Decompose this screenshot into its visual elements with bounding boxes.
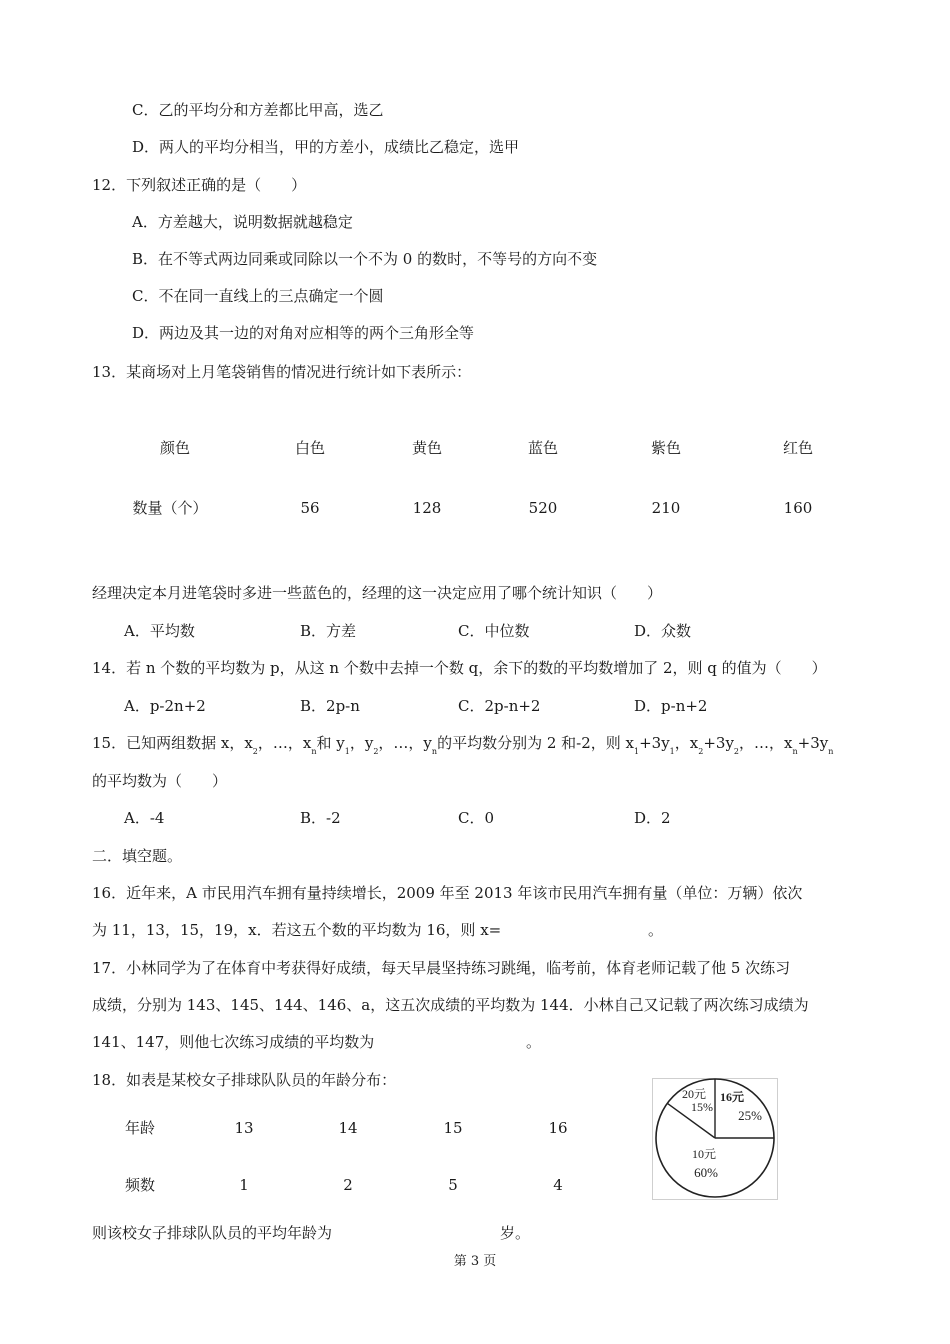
q12-stem: 12．下列叙述正确的是（ ） bbox=[92, 176, 307, 194]
q14-option-d: D．p-n+2 bbox=[634, 697, 708, 715]
q15-option-c: C．0 bbox=[458, 809, 495, 827]
table-header-cell: 年龄 bbox=[124, 1119, 155, 1137]
q13-option-b: B．方差 bbox=[300, 622, 357, 640]
q18-answer-line: 则该校女子排球队队员的平均年龄为 bbox=[92, 1224, 333, 1242]
table-header-cell: 紫色 bbox=[650, 439, 681, 457]
q17-line3: 141、147，则他七次练习成绩的平均数为 bbox=[92, 1033, 375, 1051]
q12-option-b: B．在不等式两边同乘或同除以一个不为 0 的数时，不等号的方向不变 bbox=[132, 250, 598, 268]
table-cell: 160 bbox=[783, 499, 813, 517]
q12-option-c: C．不在同一直线上的三点确定一个圆 bbox=[132, 287, 384, 305]
q15-stem: 15．已知两组数据 x，$x_2$，…，$x_n$和 $y_1$，$y_2$，…，$y_n$的平均数分别为 2 和-2，则 $x_1+3y_1$，$x_2+3y_2$，…，$x_n+3y_n$ bbox=[92, 734, 834, 756]
pie-label-20: 20元 bbox=[681, 1087, 707, 1101]
q13-option-d: D．众数 bbox=[634, 622, 692, 640]
table-cell: 520 bbox=[528, 499, 558, 517]
q15-stem-prefix: 15．已知两组数据 x，x bbox=[92, 734, 253, 752]
pie-label-10: 10元 bbox=[691, 1147, 717, 1161]
table-cell: 210 bbox=[651, 499, 681, 517]
table-cell: 128 bbox=[412, 499, 442, 517]
q16-line2: 为 11，13，15，19，x．若这五个数的平均数为 16，则 x= bbox=[92, 921, 502, 939]
q14-option-c: C．2p-n+2 bbox=[458, 697, 541, 715]
q15-option-b: B．-2 bbox=[300, 809, 341, 827]
q14-option-b: B．2p-n bbox=[300, 697, 360, 715]
q17-line1: 17．小林同学为了在体育中考获得好成绩，每天早晨坚持练习跳绳，临考前，体育老师记载了他 5 次练习 bbox=[92, 959, 791, 977]
q11-option-c: C．乙的平均分和方差都比甲高，选乙 bbox=[132, 101, 384, 119]
q12-option-a: A．方差越大，说明数据就越稳定 bbox=[132, 213, 353, 231]
table-cell: 数量（个） bbox=[132, 499, 208, 517]
q16-end: 。 bbox=[648, 921, 664, 939]
table-cell: 5 bbox=[448, 1176, 458, 1194]
section-heading: 二．填空题。 bbox=[92, 847, 183, 865]
q18-end: 岁。 bbox=[500, 1224, 531, 1242]
q12-option-d: D．两边及其一边的对角对应相等的两个三角形全等 bbox=[132, 324, 475, 342]
table-cell: 4 bbox=[553, 1176, 563, 1194]
pie-pct-10: 60% bbox=[694, 1165, 718, 1180]
q15-option-a: A．-4 bbox=[124, 809, 165, 827]
table-cell: 56 bbox=[300, 499, 320, 517]
table-cell: 1 bbox=[239, 1176, 249, 1194]
table-cell: 2 bbox=[343, 1176, 353, 1194]
q18-stem: 18．如表是某校女子排球队队员的年龄分布： bbox=[92, 1071, 397, 1089]
table-header-cell: 白色 bbox=[294, 439, 325, 457]
q17-line2: 成绩，分别为 143、145、144、146、a，这五次成绩的平均数为 144．小林自己又记载了两次练习成绩为 bbox=[92, 996, 809, 1014]
table-cell: 13 bbox=[234, 1119, 254, 1137]
q11-option-d: D．两人的平均分相当，甲的方差小，成绩比乙稳定，选甲 bbox=[132, 138, 520, 156]
pie-label-16: 16元 bbox=[719, 1090, 745, 1104]
q15-option-d: D．2 bbox=[634, 809, 671, 827]
q14-option-a: A．p-2n+2 bbox=[124, 697, 206, 715]
table-cell: 16 bbox=[548, 1119, 568, 1137]
table-header-cell: 蓝色 bbox=[527, 439, 558, 457]
page-number: 第 3 页 bbox=[453, 1254, 497, 1269]
table-cell: 14 bbox=[338, 1119, 358, 1137]
q13-option-a: A．平均数 bbox=[124, 622, 195, 640]
q13-option-c: C．中位数 bbox=[458, 622, 530, 640]
q13-stem: 13．某商场对上月笔袋销售的情况进行统计如下表所示： bbox=[92, 363, 472, 381]
q14-stem: 14．若 n 个数的平均数为 p，从这 n 个数中去掉一个数 q，余下的数的平均数增加了 2，则 q 的值为（ ） bbox=[92, 659, 827, 677]
pie-chart-figure bbox=[652, 1078, 778, 1200]
table-header-cell: 频数 bbox=[124, 1176, 155, 1194]
pie-pct-20: 15% bbox=[691, 1100, 713, 1114]
table-header-cell: 黄色 bbox=[411, 439, 442, 457]
q17-end: 。 bbox=[526, 1033, 542, 1051]
pie-pct-16: 25% bbox=[738, 1108, 762, 1123]
table-header-cell: 颜色 bbox=[159, 439, 190, 457]
table-cell: 15 bbox=[443, 1119, 463, 1137]
q13-question: 经理决定本月进笔袋时多进一些蓝色的，经理的这一决定应用了哪个统计知识（ ） bbox=[92, 584, 663, 602]
q15-stem-line2: 的平均数为（ ） bbox=[92, 772, 228, 790]
table-header-cell: 红色 bbox=[782, 439, 813, 457]
q16-line1: 16．近年来，A 市民用汽车拥有量持续增长，2009 年至 2013 年该市民用汽车拥有量（单位：万辆）依次 bbox=[92, 884, 803, 902]
